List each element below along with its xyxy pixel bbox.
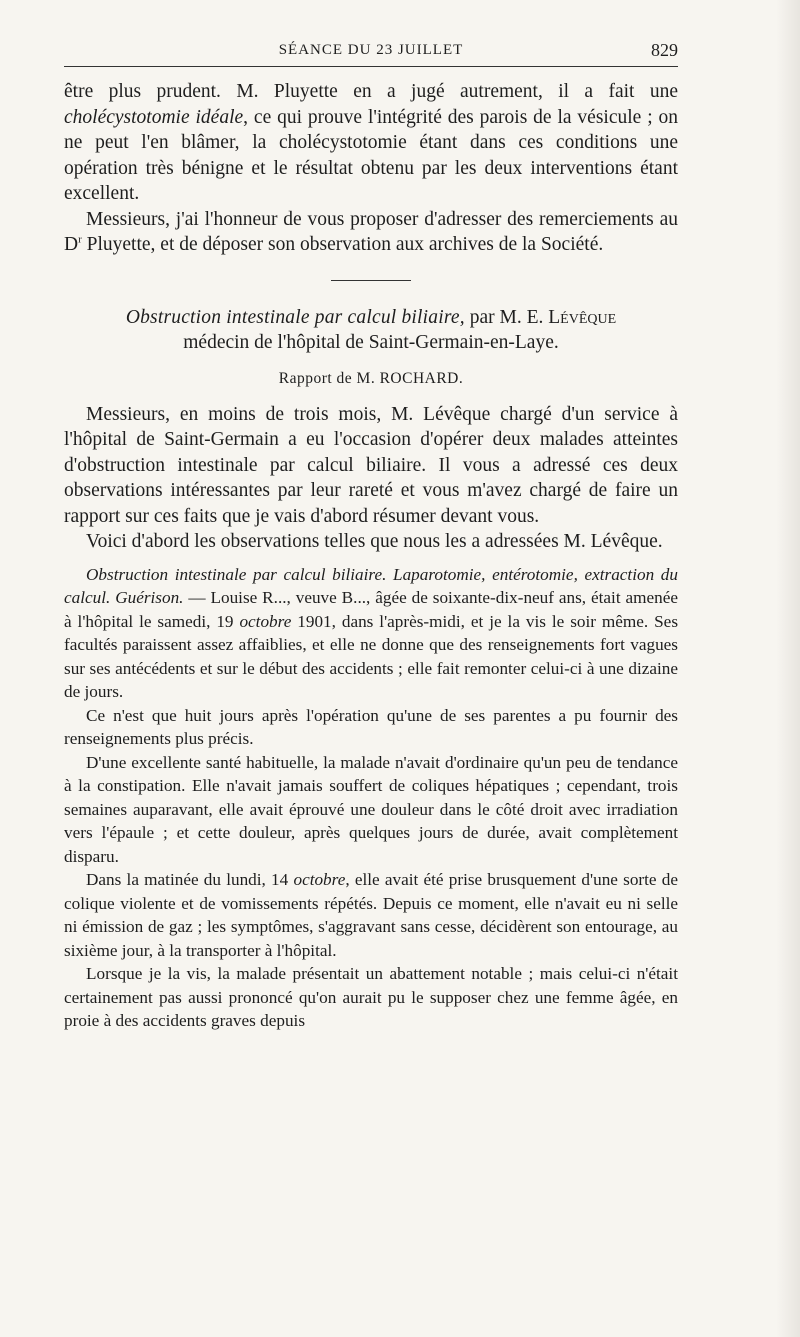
observation-paragraph xyxy=(64,563,678,704)
paragraph-text: être plus prudent. M. Pluyette en a jugé autrement, il a fait une xyxy=(64,81,678,102)
page-header xyxy=(64,38,678,67)
paragraph-text: — Louise R..., veuve B..., âgée de soixante-dix-neuf ans, était amenée à l'hôpital le samedi, 19 xyxy=(64,588,678,631)
page-edge-shadow xyxy=(776,0,800,1337)
paragraph-text: Dans la matinée du lundi, 14 xyxy=(86,870,294,889)
book-page xyxy=(64,38,678,1033)
paragraph-text: , elle avait été prise brusquement d'une sorte de colique violente et de vomissements répétés. Depuis ce moment, elle n'avait eu ni selle ni émission de gaz ; les symptômes, s'aggravant sans cesse, décidèrent son entourage, au sixième jour, à la transporter à l'hôpital. xyxy=(64,870,678,960)
paragraph-text: Messieurs, j'ai l'honneur de vous proposer d'adresser des remerciements au D xyxy=(64,208,678,255)
article-title xyxy=(64,305,678,356)
page-number: 829 xyxy=(651,40,678,60)
paragraph-observations: Voici d'abord les observations telles que nous les a adressées M. Lévêque. xyxy=(86,531,663,552)
paragraph-conclusion xyxy=(64,79,678,207)
paragraph-intro: Messieurs, en moins de trois mois, M. Lévêque chargé d'un service à l'hôpital de Saint-Germain a eu l'occasion d'opérer deux malades atteintes d'obstruction intestinale par calcul biliaire. Il vous a adressé ces deux observations intéressantes par leur rareté et vous m'avez chargé de faire un rapport sur ces faits que je vais d'abord résumer devant vous. xyxy=(64,403,678,527)
emphasis-text: octobre xyxy=(293,870,346,889)
paragraph-history: D'une excellente santé habituelle, la malade n'avait d'ordinaire qu'un peu de tendance à la constipation. Elle n'avait jamais souffert de coliques hépatiques ; cependant, trois semaines auparavant, elle avait éprouvé une douleur dans le côté droit avec irradiation vers l'épaule ; et cette douleur, après quelques jours de durée, avait complètement disparu. xyxy=(64,752,678,866)
paragraph-text: Pluyette, et de déposer son observation aux archives de la Société. xyxy=(81,234,604,255)
observation-title: Obstruction intestinale par calcul biliaire. Laparotomie, entérotomie, extraction du calcul. Guérison. xyxy=(64,564,678,607)
section-separator xyxy=(331,280,411,281)
paragraph-examination: Lorsque je la vis, la malade présentait un abattement notable ; mais celui-ci n'était certainement pas aussi prononcé qu'on aurait pu le supposer chez une femme âgée, en proie à des accidents graves depuis xyxy=(64,964,678,1030)
paragraph-proposal xyxy=(64,207,678,258)
article-title-italic: Obstruction intestinale par calcul biliaire, xyxy=(125,306,465,328)
paragraph-text: , ce qui prouve l'intégrité des parois de la vésicule ; on ne peut l'en blâmer, la cholécystotomie étant dans ces conditions une opération très bénigne et le résultat obtenu par les deux interventions étant excellent. xyxy=(64,106,679,204)
emphasis-text: cholécystotomie idéale xyxy=(64,106,244,128)
article-affiliation: médecin de l'hôpital de Saint-Germain-en-Laye. xyxy=(183,332,559,353)
paragraph-onset xyxy=(64,868,678,962)
report-byline: Rapport de M. ROCHARD. xyxy=(278,369,464,387)
emphasis-text: octobre xyxy=(239,611,292,631)
article-author: Lévêque xyxy=(548,306,617,328)
superscript: r xyxy=(78,233,82,246)
running-title: SÉANCE DU 23 JUILLET xyxy=(278,42,464,58)
paragraph-text: 1901, dans l'après-midi, et je la vis le soir même. Ses facultés paraissent assez affaiblies, et elle ne donne que des renseignements fort vagues sur ses antécédents et sur le début des accidents ; elle fait remonter celui-ci à une dizaine de jours. xyxy=(64,611,679,701)
article-by: par M. E. xyxy=(464,306,549,328)
paragraph-relatives: Ce n'est que huit jours après l'opération qu'une de ses parentes a pu fournir des renseignements plus précis. xyxy=(64,705,678,748)
